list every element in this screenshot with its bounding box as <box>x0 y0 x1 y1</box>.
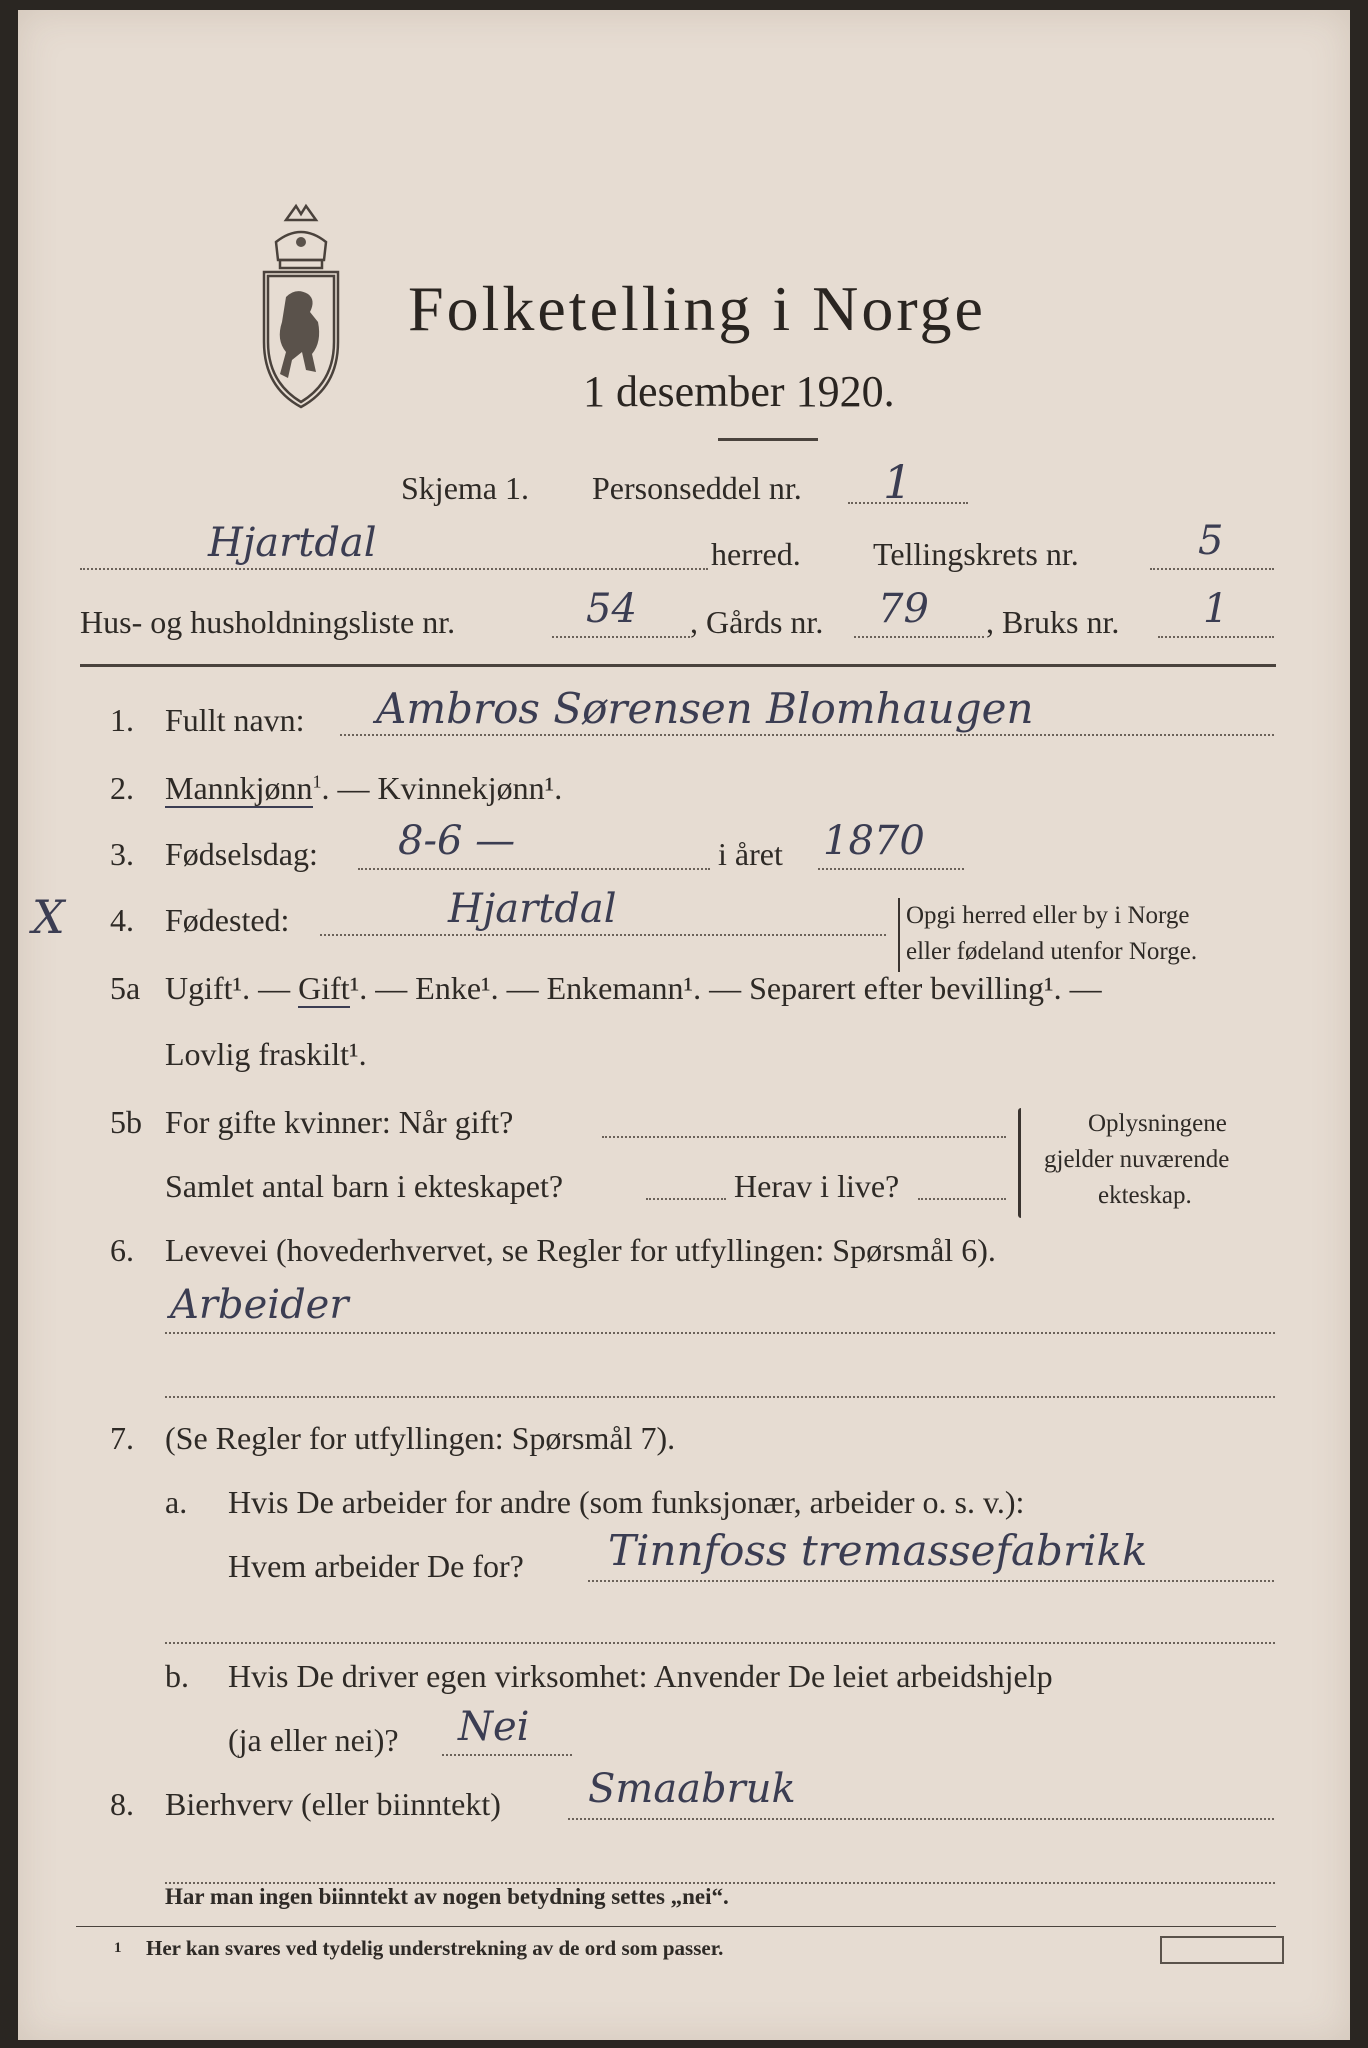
q5b-note-line3: ekteskap. <box>1098 1182 1192 1209</box>
q7a-extra-line <box>165 1642 1275 1644</box>
herred-label: herred. <box>711 536 801 572</box>
personseddel-label: Personseddel nr. <box>592 470 802 506</box>
q8-label: Bierhverv (eller biinntekt) <box>165 1786 501 1822</box>
q5b-note-line2: gjelder nuværende <box>1044 1146 1230 1173</box>
q6-line2 <box>165 1396 1275 1398</box>
tellingskrets-line <box>1150 568 1274 570</box>
q2-sex-options <box>165 770 562 807</box>
census-form-page <box>18 10 1350 2040</box>
lovlig-fraskilt-option[interactable]: Lovlig fraskilt¹. <box>165 1036 367 1072</box>
q5b-note-line1: Oplysningene <box>1088 1110 1227 1137</box>
footnote-marker: 1 <box>114 1940 122 1956</box>
q3-number: 3. <box>110 836 134 872</box>
q7a-employer-label: Hvem arbeider De for? <box>228 1548 524 1584</box>
q4-note-brace <box>898 898 900 972</box>
q7b-answer-line <box>442 1754 572 1756</box>
q4-label: Fødested: <box>165 902 290 938</box>
q5b-children-label: Samlet antal barn i ekteskapet? <box>165 1168 564 1204</box>
birthplace-value[interactable]: Hjartdal <box>448 886 617 932</box>
header-separator <box>80 664 1276 667</box>
q2-separator: . — <box>321 770 378 806</box>
herred-line <box>80 568 708 570</box>
q7a-question: Hvis De arbeider for andre (som funksjonær, arbeider o. s. v.): <box>228 1484 1025 1520</box>
q4-note-line1: Opgi herred eller by i Norge <box>906 902 1190 929</box>
husholdningsliste-label: Hus- og husholdningsliste nr. <box>80 604 456 640</box>
q7b-number: b. <box>165 1658 189 1694</box>
year-line <box>818 868 964 870</box>
year-label: i året <box>718 836 783 872</box>
husholdningsliste-value[interactable]: 54 <box>586 586 637 632</box>
title-divider <box>718 438 818 441</box>
gards-line <box>854 636 984 638</box>
q2-end: ¹. <box>544 770 563 806</box>
mannkjonn-option-underlined[interactable]: Mannkjønn <box>165 770 313 806</box>
kvinnekjonn-option[interactable]: Kvinnekjønn <box>377 770 545 806</box>
q6-label: Levevei (hovederhvervet, se Regler for utfyllingen: Spørsmål 6). <box>165 1232 996 1268</box>
bruks-line <box>1158 636 1274 638</box>
skjema-label: Skjema 1. <box>401 470 529 506</box>
q6-line1 <box>165 1332 1275 1334</box>
form-title: Folketelling i Norge <box>408 273 986 344</box>
margin-check-mark: X <box>32 890 65 944</box>
q6-number: 6. <box>110 1232 134 1268</box>
full-name-value[interactable]: Ambros Sørensen Blomhaugen <box>376 684 1034 733</box>
gift-option-underlined[interactable]: Gift <box>298 970 350 1006</box>
q5b-number: 5b <box>110 1104 142 1140</box>
q5a-marital-options <box>165 970 1102 1007</box>
q5b-alive-line[interactable] <box>918 1198 1006 1200</box>
q8-line <box>568 1818 1274 1820</box>
q5b-when-married-line[interactable] <box>602 1136 1006 1138</box>
q4-number: 4. <box>110 902 134 938</box>
tellingskrets-label: Tellingskrets nr. <box>873 536 1079 572</box>
nei-instruction: Har man ingen biinntekt av nogen betydning settes „nei“. <box>165 1884 729 1909</box>
q5a-number: 5a <box>110 970 141 1006</box>
printer-stamp-icon <box>1160 1936 1284 1964</box>
husholdningsliste-line <box>552 636 690 638</box>
norwegian-coat-of-arms-icon <box>246 202 356 412</box>
q7b-question: Hvis De driver egen virksomhet: Anvender De leiet arbeidshjelp <box>228 1658 1053 1694</box>
q7b-ja-nei-label: (ja eller nei)? <box>228 1722 399 1758</box>
birth-year-value[interactable]: 1870 <box>823 818 925 864</box>
q4-line <box>320 934 886 936</box>
q1-label: Fullt navn: <box>165 702 305 738</box>
birthday-value[interactable]: 8-6 — <box>398 818 516 864</box>
census-date: 1 desember 1920. <box>583 367 895 416</box>
occupation-value[interactable]: Arbeider <box>170 1282 349 1328</box>
employer-value[interactable]: Tinnfoss tremassefabrikk <box>608 1526 1148 1575</box>
q5b-when-married-label: For gifte kvinner: Når gift? <box>165 1104 514 1140</box>
side-income-value[interactable]: Smaabruk <box>588 1766 796 1812</box>
ugift-option[interactable]: Ugift¹. — <box>165 970 299 1006</box>
personseddel-value[interactable]: 1 <box>883 455 913 509</box>
q5b-children-line[interactable] <box>646 1198 726 1200</box>
q7-number: 7. <box>110 1420 134 1456</box>
q8-number: 8. <box>110 1786 134 1822</box>
q3-line <box>358 868 710 870</box>
footnote-separator <box>76 1926 1276 1927</box>
gards-label: , Gårds nr. <box>690 604 824 640</box>
q3-label: Fødselsdag: <box>165 836 318 872</box>
bruks-label: , Bruks nr. <box>986 604 1120 640</box>
q7-label: (Se Regler for utfyllingen: Spørsmål 7). <box>165 1420 676 1456</box>
q5b-note-brace <box>1018 1108 1021 1218</box>
tellingskrets-value[interactable]: 5 <box>1198 518 1224 564</box>
q4-note-line2: eller fødeland utenfor Norge. <box>906 938 1198 965</box>
bruks-value[interactable]: 1 <box>1203 586 1229 632</box>
hired-help-value[interactable]: Nei <box>458 1704 530 1750</box>
q7a-number: a. <box>165 1484 188 1520</box>
herred-value[interactable]: Hjartdal <box>208 520 377 566</box>
q1-line <box>340 734 1274 736</box>
q1-number: 1. <box>110 702 134 738</box>
q2-number: 2. <box>110 770 134 806</box>
q5b-alive-label: Herav i live? <box>734 1168 900 1204</box>
q7a-employer-line <box>588 1580 1274 1582</box>
q5a-other-options[interactable]: ¹. — Enke¹. — Enkemann¹. — Separert efter bevilling¹. — <box>349 970 1102 1006</box>
q2-footnote-ref: 1 <box>312 771 322 792</box>
gards-value[interactable]: 79 <box>878 586 929 632</box>
footnote-text: Her kan svares ved tydelig understrekning av de ord som passer. <box>146 1936 724 1960</box>
